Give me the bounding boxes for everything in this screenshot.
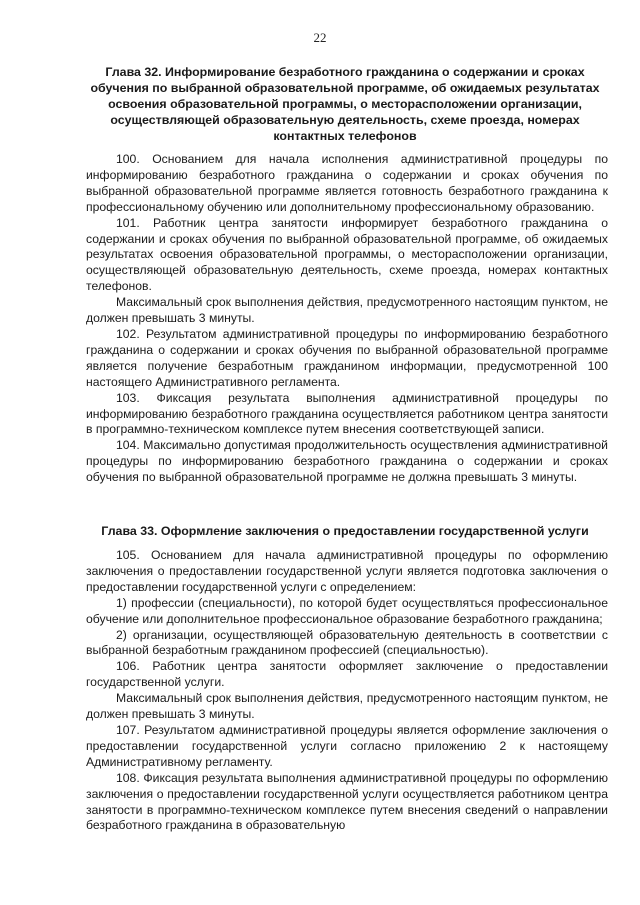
paragraph-101-time-limit: Максимальный срок выполнения действия, предусмотренного настоящим пунктом, не должен превышать 3 минуты. [86,295,608,326]
page-number: 22 [313,30,327,45]
paragraph-108: 108. Фиксация результата выполнения административной процедуры по оформлению заключения о предоставлении государственной услуги осуществляется работником центра занятости в программно-техническом комплексе путем внесения сведений о направлении безработного гражданина в образовательную [86,770,608,833]
paragraph-100: 100. Основанием для начала исполнения административной процедуры по информированию безработного гражданина о содержании и сроках обучения по выбранной образовательной программе является готовность безработного гражданина к профессиональному обучению или дополнительному профессиональному образованию. [86,152,608,214]
paragraph-105-item-1: 1) профессии (специальности), по которой будет осуществляться профессиональное обучение или дополнительное профессиональное образование безработного гражданина; [86,595,608,626]
chapter-32-body [86,152,608,486]
paragraph-103: 103. Фиксация результата выполнения административной процедуры по информированию безработного гражданина осуществляется работником центра занятости в программно-техническом комплексе путем внесения соответствующей записи. [86,390,608,437]
paragraph-106-time-limit: Максимальный срок выполнения действия, предусмотренного настоящим пунктом, не должен превышать 3 минуты. [86,691,608,722]
chapter-33-title: Глава 33. Оформление заключения о предоставлении государственной услуги [101,524,589,538]
paragraph-105: 105. Основанием для начала административной процедуры по оформлению заключения о предоставлении государственной услуги является подготовка заключения о предоставлении государственной услуги с определением: [86,548,608,594]
paragraph-101: 101. Работник центра занятости информирует безработного гражданина о содержании и сроках обучения по выбранной образовательной программе, об ожидаемых результатах освоения образовательной программы, о месторасположении организации, осуществляющей образовательную деятельность, схеме проезда, номерах контактных телефонов. [86,215,608,294]
paragraph-105-item-2: 2) организации, осуществляющей образовательную деятельность в соответствии с выбранной безработным гражданином профессией (специальностью). [86,627,608,658]
chapter-32-title: Глава 32. Информирование безработного гражданина о содержании и сроках обучения по выбранной образовательной программе, об ожидаемых результатах освоения образовательной программы, о месторасположении организации, осуществляющей образовательную деятельность, схеме проезда, номерах контактных телефонов [90,65,600,143]
paragraph-107: 107. Результатом административной процедуры является оформление заключения о предоставлении государственной услуги согласно приложению 2 к настоящему Административному регламенту. [86,722,608,769]
paragraph-106: 106. Работник центра занятости оформляет заключение о предоставлении государственной услуги. [86,659,608,690]
paragraph-102: 102. Результатом административной процедуры по информированию безработного гражданина о содержании и сроках обучения по выбранной образовательной программе является получение безработным гражданином информации, предусмотренной 100 настоящего Административного регламента. [86,326,608,389]
chapter-33-body [86,548,608,834]
paragraph-104: 104. Максимально допустимая продолжительность осуществления административной процедуры по информированию безработного гражданина о содержании и сроках обучения по выбранной образовательной программе не должна превышать 3 минуты. [86,438,608,485]
